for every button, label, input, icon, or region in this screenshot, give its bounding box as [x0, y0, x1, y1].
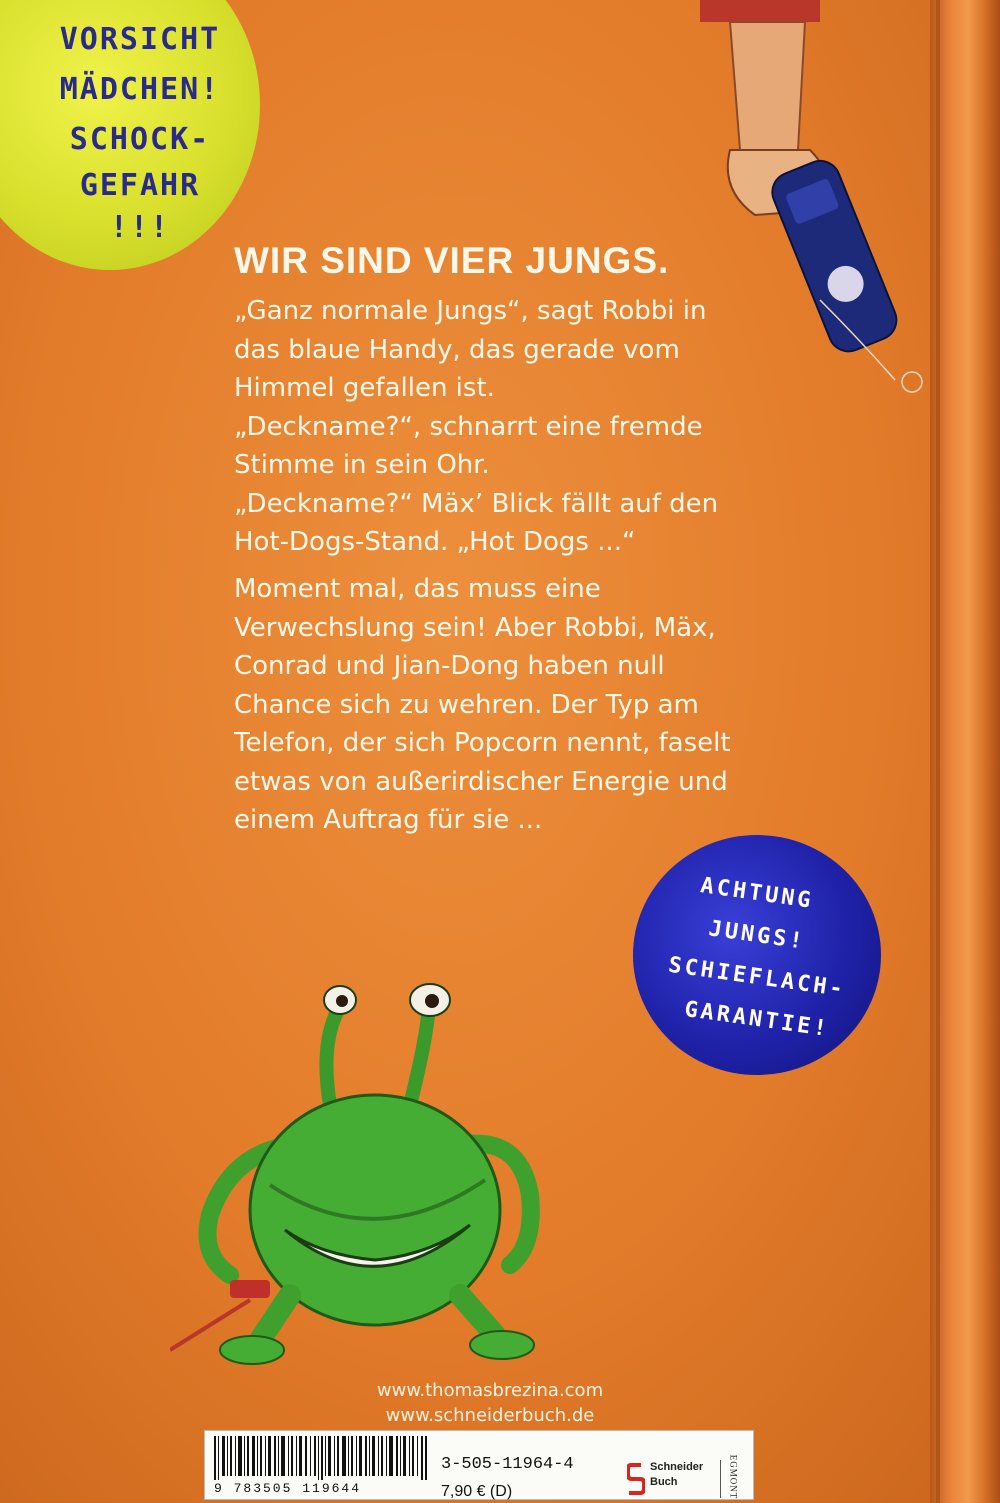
blurb-line: „Deckname?“ Mäx’ Blick fällt auf den [234, 488, 719, 519]
blurb-line: etwas von außerirdischer Energie und [234, 766, 728, 797]
price: 7,90 € (D) [441, 1483, 513, 1500]
blurb-line: „Ganz normale Jungs“, sagt Robbi in [234, 296, 707, 326]
blurb-line: Telefon, der sich Popcorn nennt, faselt [234, 728, 731, 758]
publisher-name-line-2: Buch [650, 1476, 678, 1488]
sticker-line-3: SCHIEFLACH- [666, 952, 848, 1003]
egmont-imprint [720, 1454, 747, 1500]
blurb-line: Conrad und Jian-Dong haben null [234, 651, 665, 681]
blurb-line: einem Auftrag für sie ... [234, 805, 543, 835]
blurb-line: „Deckname?“, schnarrt eine fremde [234, 411, 703, 442]
publisher-website: www.schneiderbuch.de [385, 1405, 595, 1426]
warning-sticker [0, 0, 260, 270]
blurb-line: Moment mal, das muss eine [234, 574, 601, 604]
blurb-line: Verwechslung sein! Aber Robbi, Mäx, [234, 612, 716, 643]
headline: WIR SIND VIER JUNGS. [234, 240, 670, 281]
egmont-label: EGMONT [728, 1454, 739, 1500]
sticker-line-1: VORSICHT [59, 22, 221, 57]
sticker-line-5: !!! [109, 210, 171, 245]
sticker-line-2: MÄDCHEN! [59, 72, 221, 107]
green-alien-illustration [170, 955, 570, 1375]
sticker-line-2: JUNGS! [706, 916, 807, 955]
blurb-paragraph-2 [234, 570, 794, 840]
author-website: www.thomasbrezina.com [376, 1380, 604, 1401]
sticker-line-4: GEFAHR [79, 168, 201, 203]
barcode-graphic [214, 1436, 428, 1480]
blurb-line: Hot-Dogs-Stand. „Hot Dogs ...“ [234, 527, 636, 557]
blurb-line: das blaue Handy, das gerade vom [234, 334, 680, 365]
guarantee-sticker [633, 835, 881, 1075]
blurb-line: Himmel gefallen ist. [234, 373, 495, 403]
sticker-line-3: SCHOCK- [69, 122, 211, 157]
schneider-logo-icon [627, 1463, 645, 1495]
blurb-line: Chance sich zu wehren. Der Typ am [234, 689, 699, 720]
sticker-line-1: ACHTUNG [698, 873, 816, 914]
sticker-line-4: GARANTIE! [682, 996, 832, 1043]
publisher-name-line-1: Schneider [650, 1461, 704, 1473]
blurb-paragraph-1 [234, 292, 794, 562]
isbn: 3-505-11964-4 [441, 1455, 574, 1474]
blurb-line: Stimme in sein Ohr. [234, 450, 490, 480]
barcode-number: 9 783505 119644 [214, 1481, 362, 1496]
